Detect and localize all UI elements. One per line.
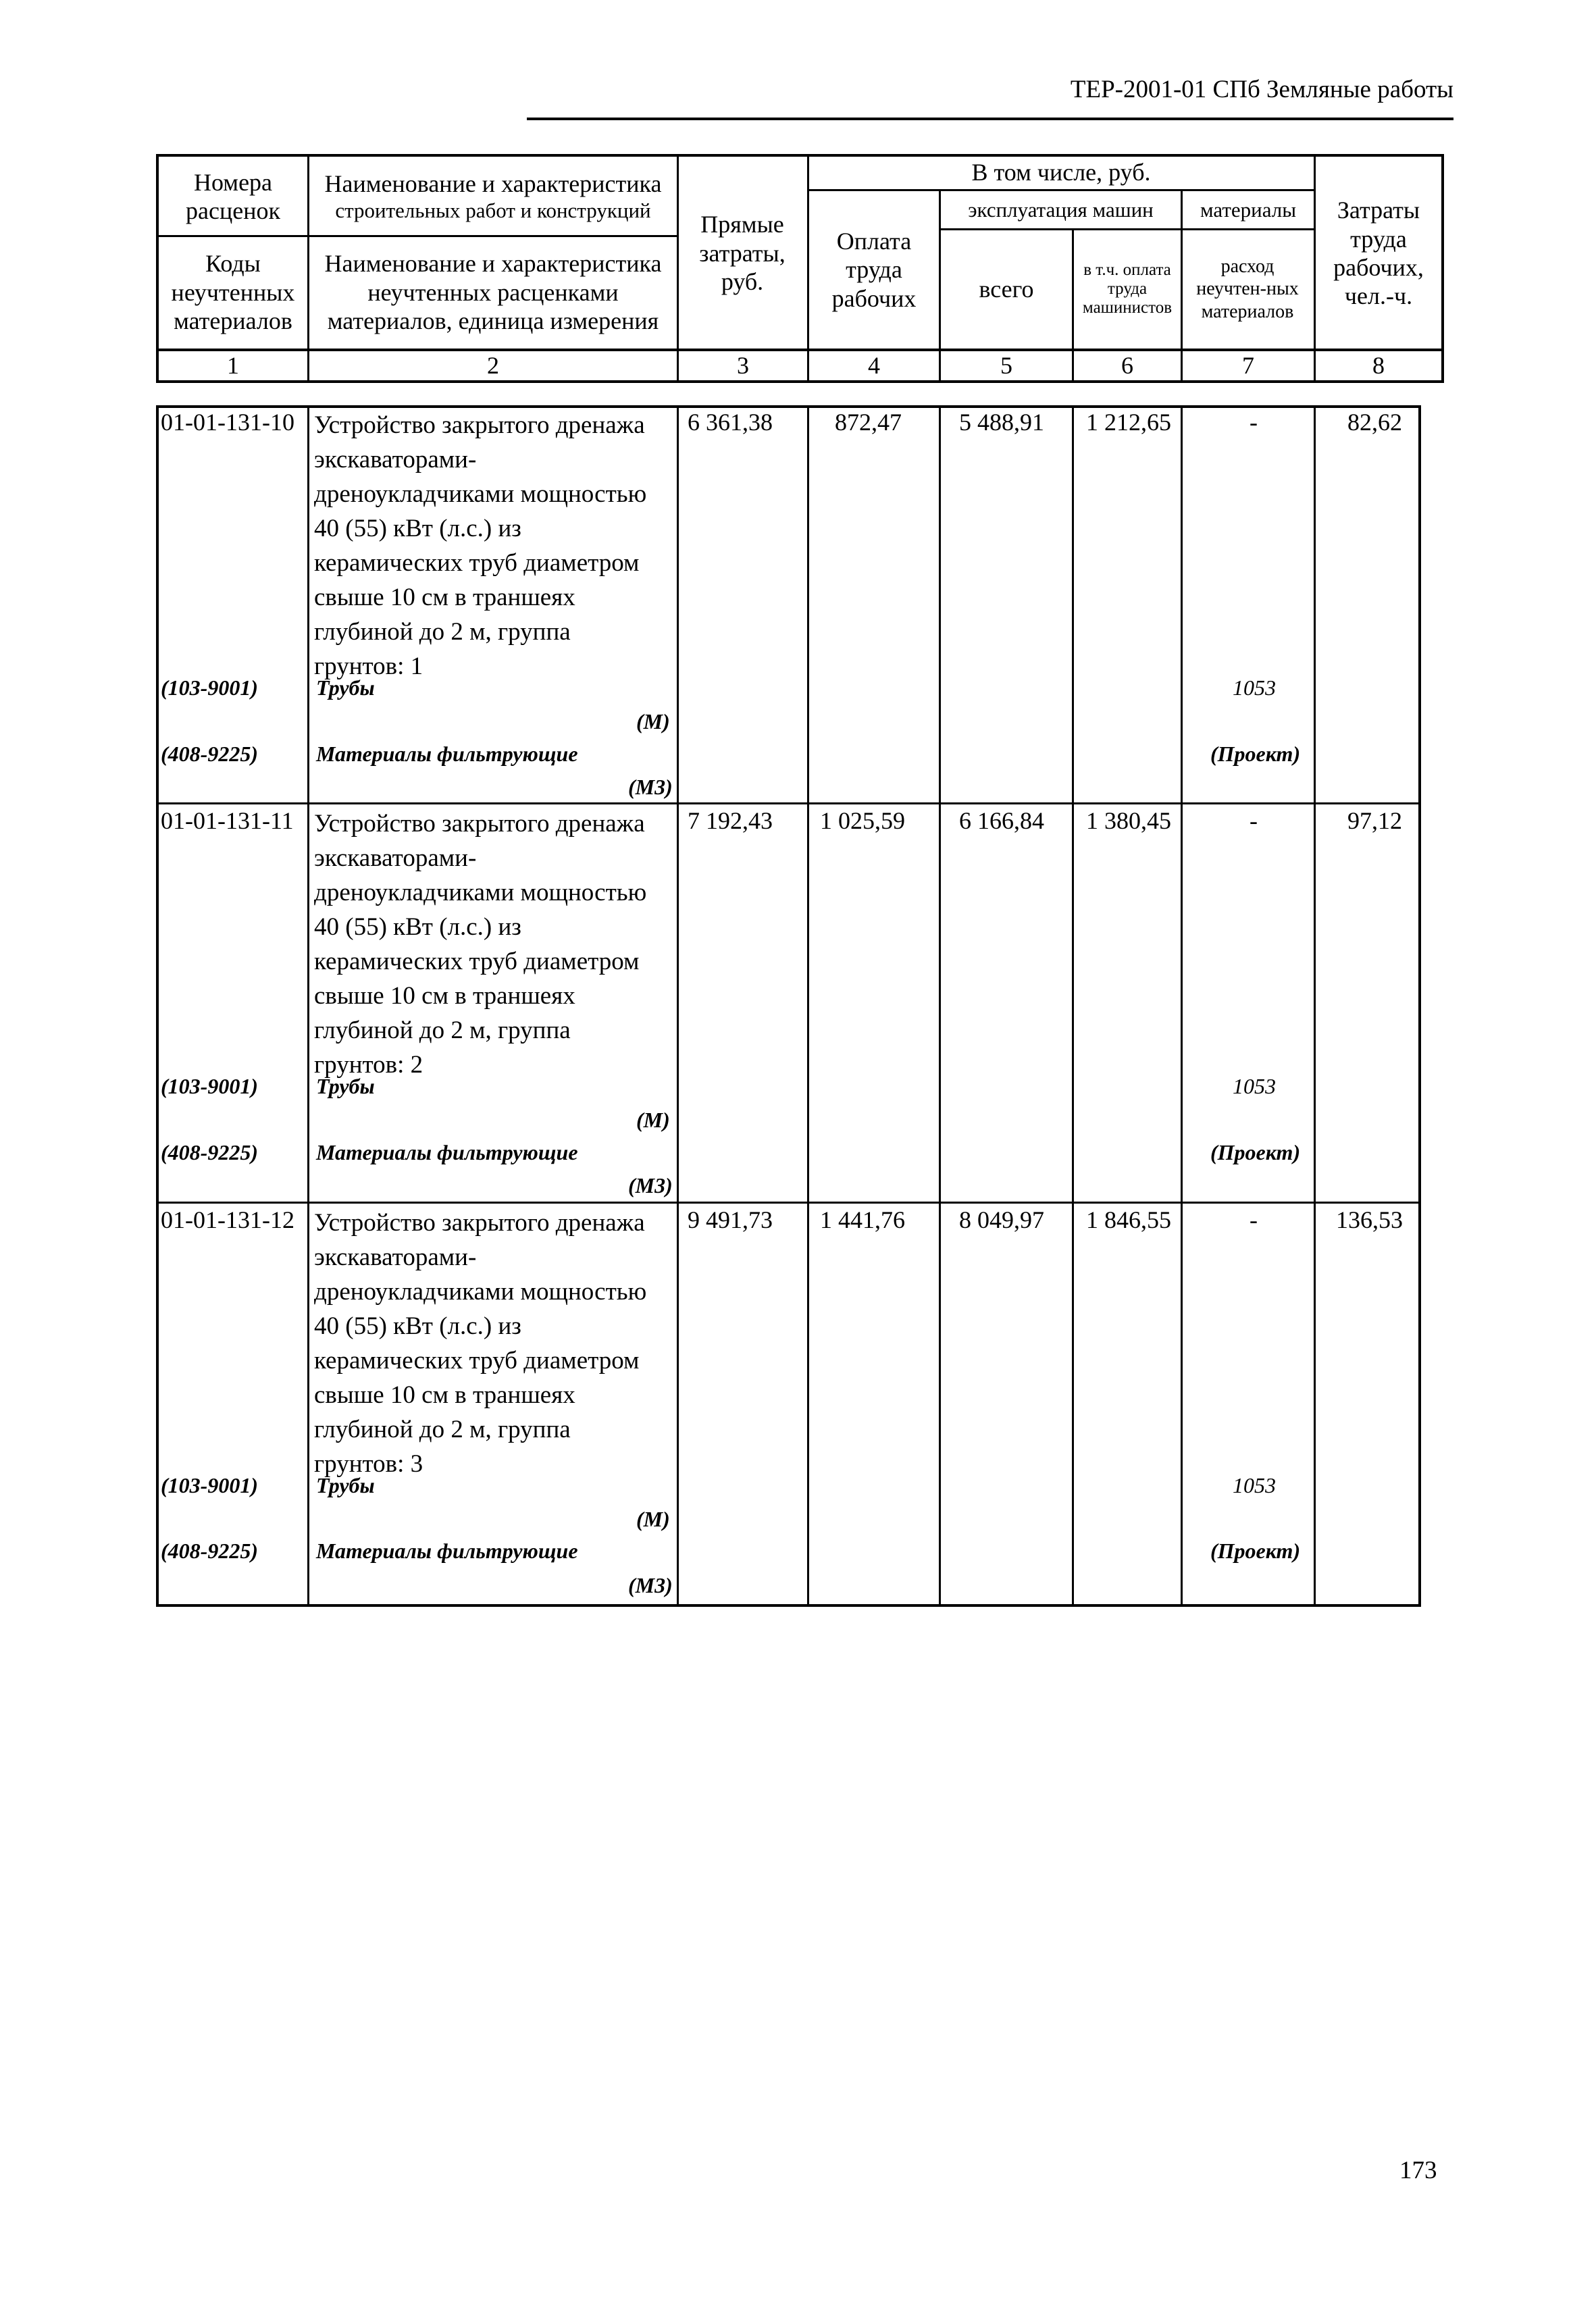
column-number: 5 bbox=[1000, 351, 1012, 379]
header-materials-consumption: расход неучтен-ных материалов bbox=[1196, 256, 1299, 322]
machinist-pay: 1 380,45 bbox=[1086, 807, 1171, 834]
material-consumption: (Проект) bbox=[1210, 1140, 1301, 1164]
material-code: (103-9001) bbox=[161, 675, 258, 700]
direct-cost: 6 361,38 bbox=[688, 409, 773, 436]
material-code: (408-9225) bbox=[161, 1140, 258, 1164]
material-name: Трубы bbox=[316, 1473, 375, 1497]
work-description: Устройство закрытого дренажа экскаваторами-дреноукладчиками мощностью 40 (55) кВт (л.с.) из керамических труб диаметром свыше 10 см в траншеях глубиной до 2 м, группа грунтов: 1 bbox=[314, 411, 647, 680]
machines-total: 6 166,84 bbox=[959, 807, 1044, 834]
header-direct-costs: Прямые затраты, руб. bbox=[699, 211, 786, 296]
machines-total: 5 488,91 bbox=[959, 409, 1044, 436]
material-unit: (М) bbox=[636, 1108, 670, 1132]
work-description: Устройство закрытого дренажа экскаваторами-дреноукладчиками мощностью 40 (55) кВт (л.с.) из керамических труб диаметром свыше 10 см в траншеях глубиной до 2 м, группа грунтов: 2 bbox=[314, 810, 647, 1079]
material-consumption: (Проект) bbox=[1210, 1539, 1301, 1563]
material-unit: (М3) bbox=[628, 775, 673, 799]
labor-hours: 97,12 bbox=[1347, 807, 1402, 834]
rate-code: 01-01-131-11 bbox=[161, 807, 294, 834]
material-name: Трубы bbox=[316, 675, 375, 700]
column-number: 6 bbox=[1121, 351, 1133, 379]
material-unit: (М3) bbox=[628, 1573, 673, 1597]
column-number: 7 bbox=[1242, 351, 1254, 379]
material-code: (408-9225) bbox=[161, 1539, 258, 1563]
header-work-name-line1: Наименование и характеристика bbox=[324, 170, 662, 198]
column-number: 3 bbox=[737, 351, 749, 379]
material-unit: (М) bbox=[636, 1507, 670, 1531]
labor-pay: 872,47 bbox=[835, 409, 902, 436]
column-number: 4 bbox=[868, 351, 880, 379]
material-consumption: (Проект) bbox=[1210, 742, 1301, 766]
materials-value: - bbox=[1250, 409, 1258, 436]
material-name: Трубы bbox=[316, 1074, 375, 1098]
material-name: Материалы фильтрующие bbox=[316, 1539, 578, 1563]
material-unit: (М3) bbox=[628, 1173, 673, 1198]
materials-value: - bbox=[1250, 1206, 1258, 1233]
machines-total: 8 049,97 bbox=[959, 1206, 1044, 1233]
material-consumption: 1053 bbox=[1233, 675, 1276, 700]
work-description: Устройство закрытого дренажа экскаваторами-дреноукладчиками мощностью 40 (55) кВт (л.с.) из керамических труб диаметром свыше 10 см в траншеях глубиной до 2 м, группа грунтов: 3 bbox=[314, 1209, 647, 1478]
header-machines-total: всего bbox=[979, 275, 1034, 303]
direct-cost: 9 491,73 bbox=[688, 1206, 773, 1233]
material-name: Материалы фильтрующие bbox=[316, 1140, 578, 1164]
header-work-name-line2: строительных работ и конструкций bbox=[335, 198, 651, 222]
column-number: 2 bbox=[487, 351, 499, 379]
column-number: 8 bbox=[1372, 351, 1385, 379]
materials-value: - bbox=[1250, 807, 1258, 834]
labor-hours: 136,53 bbox=[1336, 1206, 1403, 1233]
header-including-group: В том числе, руб. bbox=[971, 158, 1151, 186]
header-machines-operation: эксплуатация машин bbox=[968, 197, 1154, 222]
material-consumption: 1053 bbox=[1233, 1074, 1276, 1098]
header-material-name: Наименование и характеристика неучтенных расценками материалов, единица измерения bbox=[324, 250, 662, 335]
direct-cost: 7 192,43 bbox=[688, 807, 773, 834]
column-number: 1 bbox=[227, 351, 239, 379]
material-unit: (М) bbox=[636, 709, 670, 734]
labor-pay: 1 025,59 bbox=[820, 807, 905, 834]
material-code: (103-9001) bbox=[161, 1074, 258, 1098]
header-labor-pay: Оплата труда рабочих bbox=[831, 227, 917, 312]
document-title: ТЕР-2001-01 СПб Земляные работы bbox=[1070, 76, 1453, 103]
material-consumption: 1053 bbox=[1233, 1473, 1276, 1497]
header-materials: материалы bbox=[1200, 197, 1297, 222]
header-machinist-pay: в т.ч. оплата труда машинистов bbox=[1082, 261, 1173, 317]
rate-code: 01-01-131-10 bbox=[161, 409, 294, 436]
machinist-pay: 1 212,65 bbox=[1086, 409, 1171, 436]
header-labor-hours: Затраты труда рабочих, чел.-ч. bbox=[1333, 197, 1424, 310]
material-code: (103-9001) bbox=[161, 1473, 258, 1497]
rate-code: 01-01-131-12 bbox=[161, 1206, 294, 1233]
labor-hours: 82,62 bbox=[1347, 409, 1402, 436]
header-material-codes: Коды неучтенных материалов bbox=[171, 250, 295, 335]
material-code: (408-9225) bbox=[161, 742, 258, 766]
page-number: 173 bbox=[1399, 2157, 1437, 2184]
machinist-pay: 1 846,55 bbox=[1086, 1206, 1171, 1233]
header-rate-numbers: Номера расценок bbox=[186, 168, 280, 224]
material-name: Материалы фильтрующие bbox=[316, 742, 578, 766]
labor-pay: 1 441,76 bbox=[820, 1206, 905, 1233]
